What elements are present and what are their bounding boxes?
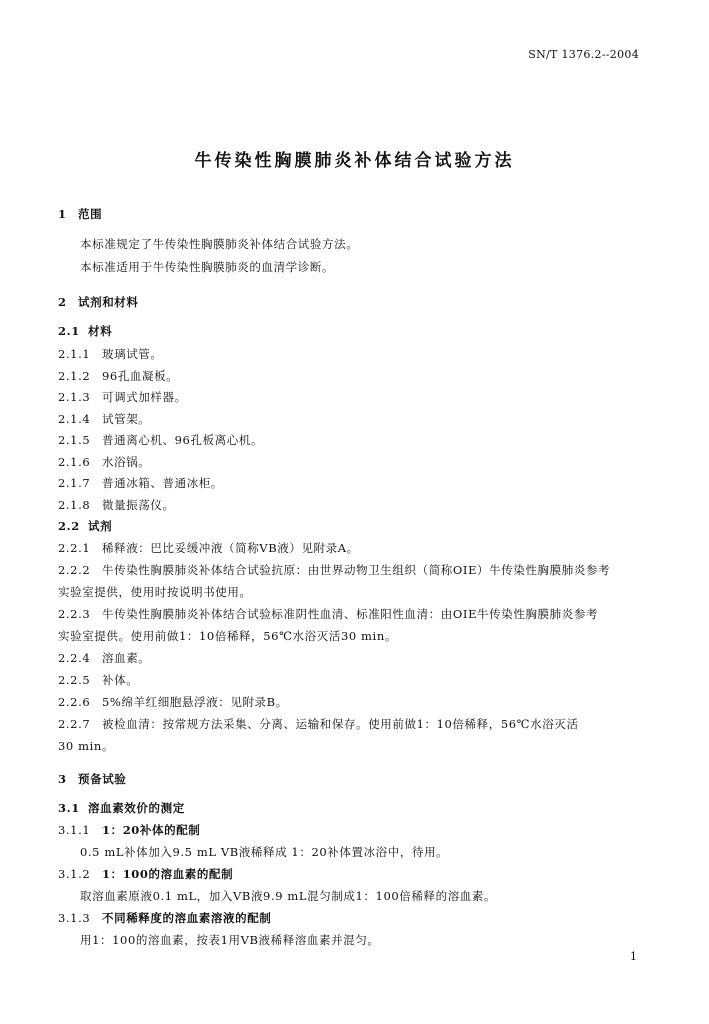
section-heading: 2 试剂和材料	[58, 295, 139, 309]
list-item: 2.2.6 5%绵羊红细胞悬浮液：见附录B。	[58, 695, 288, 709]
list-item: 2.1.7 普通冰箱、普通冰柜。	[58, 476, 223, 490]
section-heading: 1 范围	[58, 207, 103, 221]
list-item: 2.1.1 玻璃试管。	[58, 347, 163, 361]
paragraph-line: 实验室提供。使用前做1：10倍稀释，56℃水浴灭活30 min。	[58, 629, 397, 643]
list-item: 2.1.8 微量振荡仪。	[58, 498, 175, 512]
document-code: SN/T 1376.2--2004	[528, 48, 639, 61]
list-item: 2.2.5 补体。	[58, 673, 139, 687]
list-item: 2.1.6 水浴锅。	[58, 455, 151, 469]
document-title: 牛传染性胸膜肺炎补体结合试验方法	[194, 151, 515, 171]
subsection-heading: 2.2 试剂	[58, 519, 113, 533]
page-number: 1	[630, 950, 637, 963]
subsection-heading: 2.1 材料	[58, 324, 113, 338]
section-heading: 3 预备试验	[58, 772, 127, 786]
paragraph-line: 用1：100的溶血素，按表1用VB液稀释溶血素并混匀。	[80, 933, 380, 947]
list-item: 3.1.1 1：20补体的配制	[58, 823, 201, 837]
list-item: 2.2.4 溶血素。	[58, 651, 151, 665]
list-item: 2.1.5 普通离心机、96孔板离心机。	[58, 433, 264, 447]
list-item: 2.2.3 牛传染性胸膜肺炎补体结合试验标准阴性血清、标准阳性血清：由OIE牛传染性胸膜肺炎参考	[58, 607, 599, 621]
list-item: 2.2.1 稀释液：巴比妥缓冲液（简称VB液）见附录A。	[58, 541, 359, 555]
list-item: 2.1.2 96孔血凝板。	[58, 369, 179, 383]
paragraph-line: 实验室提供，使用时按说明书使用。	[58, 585, 252, 599]
list-item: 2.1.3 可调式加样器。	[58, 390, 187, 404]
paragraph-line: 取溶血素原液0.1 mL，加入VB液9.9 mL混匀制成1：100倍稀释的溶血素。	[80, 889, 497, 903]
list-item: 2.2.7 被检血清：按常规方法采集、分离、运输和保存。使用前做1：10倍稀释，56℃水浴灭活	[58, 717, 579, 731]
paragraph-line: 本标准规定了牛传染性胸膜肺炎补体结合试验方法。	[80, 237, 359, 251]
paragraph-line: 30 min。	[58, 739, 114, 753]
list-item: 2.2.2 牛传染性胸膜肺炎补体结合试验抗原：由世界动物卫生组织（简称OIE）牛传染性胸膜肺炎参考	[58, 563, 611, 577]
paragraph-line: 本标准适用于牛传染性胸膜肺炎的血清学诊断。	[80, 260, 335, 274]
subsection-heading: 3.1 溶血素效价的测定	[58, 801, 185, 815]
list-item: 3.1.3 不同稀释度的溶血素溶液的配制	[58, 911, 272, 925]
list-item: 2.1.4 试管架。	[58, 412, 151, 426]
list-item: 3.1.2 1：100的溶血素的配制	[58, 867, 234, 881]
paragraph-line: 0.5 mL补体加入9.5 mL VB液稀释成 1：20补体置冰浴中，待用。	[80, 845, 449, 859]
